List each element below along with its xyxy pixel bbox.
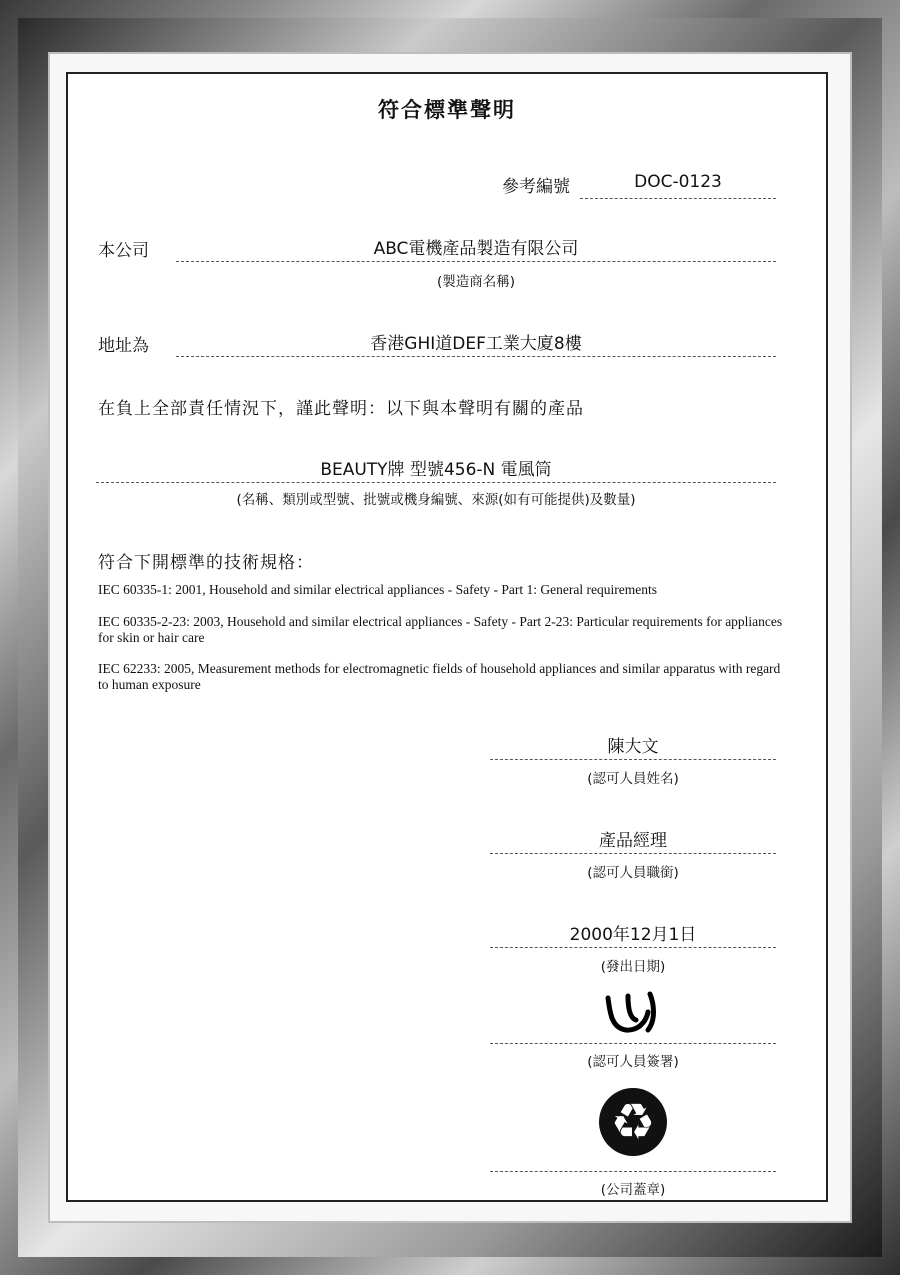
issue-date-caption: (發出日期) — [600, 959, 666, 975]
stamp-line — [490, 1170, 776, 1172]
stamp-caption: (公司蓋章) — [600, 1182, 666, 1198]
signatory-position-caption: (認可人員職銜) — [587, 865, 679, 881]
reference-value: DOC-0123 — [580, 172, 776, 199]
reference-label: 參考編號 — [502, 177, 570, 197]
company-name-value: ABC電機產品製造有限公司 — [176, 234, 776, 262]
product-value: BEAUTY牌 型號456-N 電風筒 — [96, 455, 776, 483]
signature-caption: (認可人員簽署) — [587, 1054, 679, 1070]
issue-date-value: 2000年12月1日 — [490, 920, 776, 948]
address-label: 地址為 — [98, 336, 149, 356]
standards-heading: 符合下開標準的技術規格： — [98, 553, 314, 573]
standard-item-3: IEC 62233: 2005, Measurement methods for electromagnetic fields of household appliances and similar apparatus with regard to human exposure — [98, 661, 781, 692]
signatory-position-value: 產品經理 — [490, 826, 776, 854]
declaration-text: 在負上全部責任情況下，謹此聲明：以下與本聲明有關的產品 — [98, 399, 584, 419]
standard-item-1: IEC 60335-1: 2001, Household and similar electrical appliances - Safety - Part 1: General requirements — [98, 582, 657, 597]
signature-area — [490, 976, 776, 1044]
signatory-name-caption: (認可人員姓名) — [587, 771, 679, 787]
product-caption: (名稱、類別或型號、批號或機身編號、來源(如有可能提供)及數量) — [236, 492, 636, 508]
signatory-name-value: 陳大文 — [490, 732, 776, 760]
handwritten-signature — [598, 984, 668, 1040]
address-value: 香港GHI道DEF工業大廈8樓 — [176, 329, 776, 357]
standard-item-2: IEC 60335-2-23: 2003, Household and similar electrical appliances - Safety - Part 2-23: Particular requirements for appliances for skin or hair care — [98, 614, 783, 645]
document-title: 符合標準聲明 — [378, 98, 516, 122]
company-label: 本公司 — [98, 241, 149, 261]
recycle-icon: ♻ — [599, 1088, 667, 1156]
certificate-document — [66, 72, 828, 1202]
company-caption: (製造商名稱) — [436, 274, 516, 290]
